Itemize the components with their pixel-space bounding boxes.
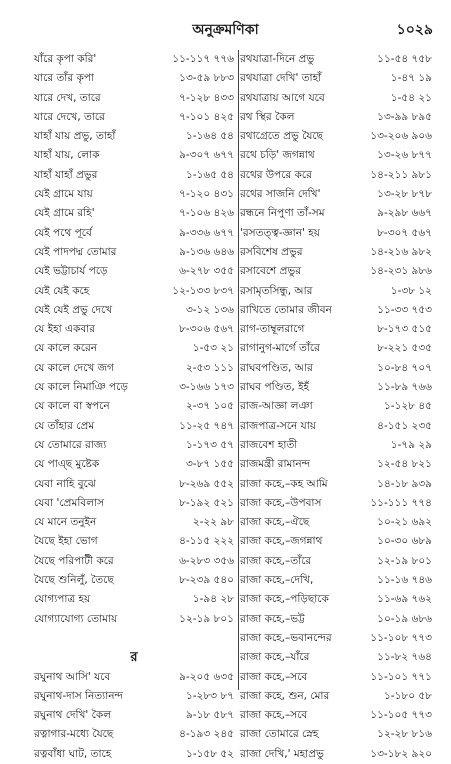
index-entry [240, 590, 432, 609]
index-entry [34, 532, 234, 551]
entry-reference: ৭-১২৮ ৪৩৩ [179, 91, 234, 104]
entry-text: রাজা কহে,–উপবাস [240, 496, 322, 509]
entry-text: রন্ধনে নিপুণা তাঁ-সম [240, 207, 325, 220]
index-entry [240, 127, 432, 146]
index-entry [34, 127, 234, 146]
index-entry [240, 166, 432, 185]
index-entry [240, 397, 432, 416]
entry-text: যে মানে তনুইন [34, 516, 97, 529]
entry-text: রাজবেশ হাতী [240, 438, 298, 451]
entry-reference: ১১-৮২ ৭৬৪ [377, 651, 432, 664]
index-entry [240, 224, 432, 243]
entry-reference: ১৩-২৬ ৮৭৭ [377, 149, 432, 162]
index-entry [240, 262, 432, 281]
entry-text: যেই গ্রামে রহি' [34, 207, 95, 220]
entry-text: যে কালে নিমাঞি পড়ে [34, 381, 128, 394]
index-entry [34, 359, 234, 378]
page-title: অনুক্রমণিকা [192, 22, 259, 38]
entry-reference: ১১-৩৩ ৭৫৩ [377, 303, 432, 316]
entry-reference: ১-১৭৩ ৫৭ [185, 438, 234, 451]
entry-reference: ১৪-২১৬ ৯৮২ [370, 245, 432, 258]
entry-reference: ১৩-২৮ ৮৭৮ [377, 188, 432, 201]
entry-reference: ২-৩৭ ১০৫ [185, 400, 234, 413]
index-entry [34, 204, 234, 223]
entry-text: রঘুনাথ আসি' যবে [34, 670, 111, 683]
index-entry [34, 590, 234, 609]
index-entry [240, 204, 432, 223]
entry-text: রাখিতে তোমার জীবন [240, 303, 332, 316]
entry-text: যে পাএ্ছ মুষ্টেক [34, 458, 100, 471]
entry-text: রথের সাজনি দেখি' [240, 188, 321, 201]
entry-text: রাজপাত্র-সনে যায় [240, 419, 316, 432]
entry-text: যে কালে দেখে জগ [34, 361, 114, 374]
entry-reference: ১২-১৩৩ ৮৩৭ [172, 284, 234, 297]
index-entry [34, 513, 234, 532]
entry-reference: ১১-৮৯ ৭৬৬ [377, 381, 432, 394]
entry-reference: ১৪-১৮ ৯৩৯ [377, 477, 432, 490]
entry-reference: ৩-৮৭ ১৫৫ [185, 458, 234, 471]
entry-text: রসবিশেষ প্রভুর [240, 245, 303, 258]
entry-text: যেই ভট্টাচার্য পড়ে [34, 265, 108, 278]
index-entry [34, 552, 234, 571]
entry-text: রাজা কহে,–সবে [240, 709, 308, 722]
index-entry [240, 513, 432, 532]
entry-reference: ৯-৩০৭ ৬৭৭ [179, 149, 234, 162]
entry-text: রথের উপরে করে [240, 168, 312, 181]
page-number: ১০২৯ [396, 22, 433, 38]
index-entry [240, 301, 432, 320]
entry-reference: ৯-৩৩৬ ৬৭৭ [179, 226, 234, 239]
index-entry [240, 378, 432, 397]
entry-reference: ১-৩৮ ১২ [390, 284, 432, 297]
section-letter-heading [34, 648, 234, 667]
entry-text: রাজা কহে,–কহ আমি [240, 477, 328, 490]
index-entry [34, 243, 234, 262]
entry-text: রথে চড়ি' জগন্নাথ [240, 149, 315, 162]
entry-text: যেই পথে পূর্বে [34, 226, 92, 239]
entry-reference: ৪-১৫১ ২৩৫ [377, 419, 432, 432]
entry-text: 'রসতত্ত্ব-জ্ঞান' হয় [240, 226, 320, 239]
entry-reference: ১৪-২১১ ৯৮১ [370, 168, 432, 181]
entry-reference: ১১-১১১ ৭৭৪ [370, 496, 432, 509]
entry-reference: ৭-১০১ ৪২৫ [179, 110, 234, 123]
entry-text: রাজা তোমারে স্নেহ [240, 728, 319, 741]
entry-text: যৈছে শুনিলুঁ, তৈছে [34, 574, 114, 587]
entry-reference: ১০-৩০ ৬৮৯ [377, 535, 432, 548]
entry-reference: ৮-২২১ ৫৩৫ [377, 342, 432, 355]
entry-text: যারে দেখে, তারে [34, 110, 105, 123]
entry-text: রত্নবাঁধা ঘাট, তাহে [34, 747, 112, 760]
entry-text: যেই যেই প্রভু দেখে [34, 303, 113, 316]
entry-reference: ১১-৫৪ ৭৫৮ [377, 53, 432, 65]
index-entry [240, 50, 432, 69]
index-entry [34, 185, 234, 204]
index-column-right [240, 50, 432, 764]
entry-text: রসাবেশে প্রভুর [240, 265, 302, 278]
index-entry [34, 69, 234, 88]
entry-text: রাগানুগ-মার্গে তাঁরে [240, 342, 320, 355]
index-entry [240, 146, 432, 165]
entry-reference: ১০-২১ ৬৯২ [377, 516, 432, 529]
index-entry [240, 359, 432, 378]
entry-reference: ৪-১১৫ ২২২ [179, 535, 234, 548]
entry-reference: ১২-১৯ ৮০১ [377, 554, 432, 567]
index-entry [34, 89, 234, 108]
entry-reference: ৬-২৭৮ ৩৫৫ [179, 265, 234, 278]
entry-reference: ৮-২৬৯ ৫৫২ [179, 477, 234, 490]
index-entry [34, 687, 234, 706]
index-entry [240, 417, 432, 436]
entry-text: রাজমন্ত্রী রামানন্দ [240, 458, 311, 471]
entry-reference: ১০-৮৪ ৭০৭ [377, 361, 432, 374]
entry-reference: ১১-২৫ ৭৪৭ [179, 419, 234, 432]
index-entry [34, 320, 234, 339]
index-entry [34, 224, 234, 243]
entry-reference: ৯-১৩৬ ৬৪৬ [179, 245, 234, 258]
index-entry [34, 455, 234, 474]
index-entry [34, 706, 234, 725]
index-entry [34, 397, 234, 416]
index-entry [34, 378, 234, 397]
entry-reference: ৮-২৩৯ ৫৪০ [179, 574, 234, 587]
index-entry [34, 610, 234, 629]
entry-text: যারে দেখ, তারে [34, 91, 101, 104]
entry-text: র [130, 650, 138, 666]
entry-reference: ৪-১৯৩ ২৪৫ [179, 728, 234, 741]
entry-reference: ১২-১৯ ৮০১ [179, 612, 234, 625]
entry-text: রাজা কহে,–যাঁরে [240, 651, 310, 664]
entry-text: রাজা কহে,–সবে [240, 670, 308, 683]
entry-text: রাজা কহে,–ঐছে [240, 516, 310, 529]
index-entry [34, 301, 234, 320]
entry-text: যাহাঁ যাহাঁ প্রভুর [34, 168, 98, 181]
entry-text: রসামৃতসিন্ধু, আর [240, 284, 313, 297]
entry-text: যে তাঁহার প্রেম [34, 419, 95, 432]
entry-reference: ১৩-৫৯ ৮৮৩ [179, 72, 234, 85]
index-entry [34, 339, 234, 358]
index-entry [240, 648, 432, 667]
index-entry [34, 494, 234, 513]
index-entry [34, 108, 234, 127]
entry-reference: ১-৫৪ ২১ [390, 91, 432, 104]
entry-reference: ১১-১১৭ ৭৭৬ [172, 53, 234, 65]
entry-reference: ৬-২৮৩ ৩৫৬ [179, 554, 234, 567]
index-entry [240, 745, 432, 764]
entry-reference: ১-১৮০ ৫৮ [383, 689, 432, 702]
index-entry [240, 687, 432, 706]
entry-reference: ১৩-৯৯ ৮৯৫ [377, 110, 432, 123]
entry-text: যাঁরে কৃপা করি' [34, 53, 97, 65]
entry-reference: ১১-১০৮ ৭৭৩ [370, 631, 432, 644]
entry-reference: ১-১৫৮ ৫২ [185, 747, 234, 760]
entry-text: রথ স্থির কৈল [240, 110, 295, 123]
index-entry [34, 571, 234, 590]
index-entry [34, 668, 234, 687]
entry-text: রাজা কহে,–তাঁরে [240, 554, 312, 567]
entry-reference: ৯-২৯৮ ৬৬৭ [377, 207, 432, 220]
entry-reference: ১-৪৭ ১৯ [390, 72, 432, 85]
index-entry [34, 436, 234, 455]
entry-text: রাঘবপণ্ডিত, আর [240, 361, 313, 374]
entry-text: যারে তাঁর কৃপা [34, 72, 94, 85]
index-entry [34, 146, 234, 165]
entry-reference: ১০-১৯ ৬৮৬ [377, 612, 432, 625]
entry-text: যেই পাদপদ্ম তোমার [34, 245, 117, 258]
index-entry [240, 668, 432, 687]
entry-text: যোগ্যপাত্র হয় [34, 593, 91, 606]
entry-reference: ৮-১৭৩ ৫১৫ [377, 323, 432, 336]
index-entry [240, 706, 432, 725]
entry-reference: ৯-২০৫ ৬৩৫ [179, 670, 234, 683]
index-entry [240, 532, 432, 551]
entry-reference: ৭-১২০ ৪৩১ [179, 188, 234, 201]
entry-reference: ৮-১৯২ ৫২১ [179, 496, 234, 509]
entry-text: রাজ-আজ্ঞা লঞা [240, 400, 313, 413]
entry-text: রত্নাগার-মধ্যে যৈছে [34, 728, 114, 741]
entry-reference: ১৩-১৮২ ৯২০ [370, 747, 432, 760]
entry-text: রাজা কহে,–ভট্ট [240, 612, 305, 625]
entry-text: রথাগ্রেতে প্রভু যৈছে [240, 130, 324, 143]
index-entry [240, 475, 432, 494]
entry-text: রাজা কহে,–দেখি, [240, 574, 314, 587]
entry-text: যেবা 'প্রেমবিলাস [34, 496, 105, 509]
index-entry [240, 552, 432, 571]
entry-text: রাজা কহে,–জগন্নাথ [240, 535, 323, 548]
entry-text: রাঘব পণ্ডিত, ইহঁ [240, 381, 310, 394]
index-entry [240, 320, 432, 339]
index-entry [34, 725, 234, 744]
blank-row [34, 629, 234, 648]
index-entry [34, 50, 234, 69]
entry-text: রঘুনাথ-দাস নিত্যানন্দ [34, 689, 123, 702]
entry-text: রথযাত্রায় আগে যবে [240, 91, 325, 104]
entry-reference: ১১-১০১ ৭৭১ [370, 670, 432, 683]
index-entry [240, 571, 432, 590]
entry-text: যে ইহা একবার [34, 323, 96, 336]
index-entry [240, 610, 432, 629]
entry-reference: ১১-৬৯ ৭৬২ [377, 593, 432, 606]
entry-reference: ১-১২৮ ৪৫ [383, 400, 432, 413]
entry-reference: ১৪-২৩১ ৯৮৬ [370, 265, 432, 278]
entry-reference: ১২-২৮ ৮১৬ [377, 728, 432, 741]
entry-text: যেই যেই কহে [34, 284, 90, 297]
entry-reference: ৩-১২ ১৩৬ [185, 303, 234, 316]
entry-reference: ১২-৫৪ ৮২১ [377, 458, 432, 471]
entry-reference: ১-৭৯ ২৯ [390, 438, 432, 451]
entry-text: রাজা কহে,–ভবানন্দের [240, 631, 332, 644]
entry-text: রাগ-তাম্বূলরাগে [240, 323, 305, 336]
entry-text: যোগ্যাযোগ্য তোমায় [34, 612, 118, 625]
index-entry [240, 282, 432, 301]
entry-text: যে তোমারে রাজ্য [34, 438, 107, 451]
entry-text: যাহাঁ যায় প্রভু, তাহাঁ [34, 130, 116, 143]
index-entry [34, 282, 234, 301]
index-entry [240, 494, 432, 513]
entry-reference: ২-৫৩ ১১১ [185, 361, 234, 374]
index-entry [240, 725, 432, 744]
entry-reference: ১-২৮৩ ৮৭ [185, 689, 234, 702]
index-entry [240, 436, 432, 455]
page-header [0, 18, 451, 40]
index-column-left [34, 50, 234, 764]
entry-reference: ৩-১৬৬ ১৭৩ [179, 381, 234, 394]
entry-reference: ৮-৩০৬ ৫৬৭ [179, 323, 234, 336]
index-entry [34, 262, 234, 281]
entry-reference: ১১-১৬ ৭৪৬ [377, 574, 432, 587]
index-entry [240, 455, 432, 474]
entry-text: রথযাত্রা দেখি' তাহাঁ [240, 72, 322, 85]
entry-text: যৈছে ইহা ভোগ [34, 535, 98, 548]
entry-reference: ২-২২ ৯৮ [192, 516, 234, 529]
index-entry [240, 629, 432, 648]
index-entry [34, 475, 234, 494]
entry-text: যে কালে বা স্বপনে [34, 400, 110, 413]
index-entry [34, 166, 234, 185]
entry-text: যাহাঁ যায়, লোক [34, 149, 100, 162]
entry-text: যে কালে করেন [34, 342, 98, 355]
entry-reference: ১১-১০৫ ৭৭৩ [370, 709, 432, 722]
entry-text: যেবা নাহি বুঝে [34, 477, 96, 490]
entry-reference: ১-১৬৪ ৫৪ [185, 130, 234, 143]
entry-reference: ৭-১০৬ ৪২৬ [179, 207, 234, 220]
entry-reference: ১-১৬৫ ৫৪ [185, 168, 234, 181]
entry-text: রাজা দেখি,' মহাপ্রভু [240, 747, 324, 760]
index-entry [240, 243, 432, 262]
entry-text: রঘুনাথ দেখি' কৈল [34, 709, 112, 722]
entry-text: রাজা কহে, শুন, মোর [240, 689, 330, 702]
index-entry [34, 745, 234, 764]
index-entry [240, 89, 432, 108]
entry-text: যেই গ্রামে যায় [34, 188, 93, 201]
entry-text: যৈছে পরিপাটী করে [34, 554, 114, 567]
entry-reference: ৯-১৮ ৫৮৭ [185, 709, 234, 722]
index-entry [240, 69, 432, 88]
entry-reference: ১-৫৩ ২১ [192, 342, 234, 355]
index-entry [240, 185, 432, 204]
entry-text: রাজা কহে,–পড়িছাকে [240, 593, 329, 606]
entry-reference: ১৩-২০৬ ৯০৬ [370, 130, 432, 143]
entry-reference: ১-৯৪ ২৮ [192, 593, 234, 606]
entry-text: রথযাত্রা-দিনে প্রভু [240, 53, 315, 65]
index-entry [240, 339, 432, 358]
index-entry [34, 417, 234, 436]
index-entry [240, 108, 432, 127]
entry-reference: ৮-৩০৭ ৫৬৭ [377, 226, 432, 239]
